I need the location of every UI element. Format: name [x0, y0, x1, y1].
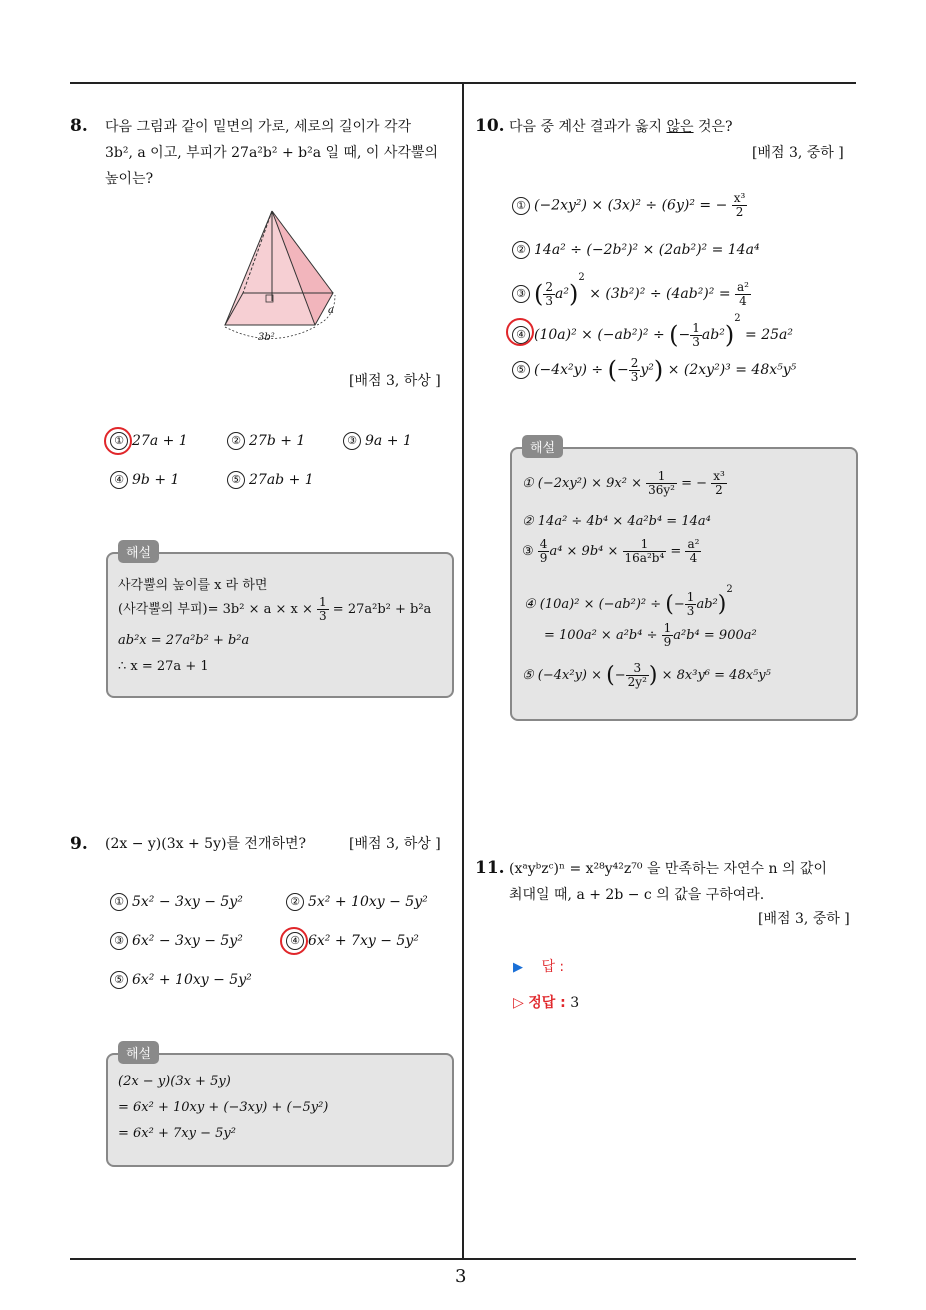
q10-solution-label: 해설	[522, 435, 563, 458]
q8-solution-label: 해설	[118, 540, 159, 563]
q8-sol-frac: $\frac{1}{3}$	[319, 595, 327, 623]
q8-opt5-text: 27ab + 1	[249, 472, 314, 488]
q10-sol-l6-post: × 8x³y⁶ = 48x⁵y⁵	[661, 668, 771, 683]
q9-sol-line3: = 6x² + 7xy − 5y²	[118, 1126, 236, 1141]
q8-score: [배점 3, 하상 ]	[349, 373, 441, 389]
q9-option-2[interactable]	[286, 893, 428, 911]
q10-sol-l1-frac: $\frac{1}{\text{36y²}}$	[648, 469, 675, 497]
q10-opt3-frac: $\frac{\text{a²}}{4}$	[737, 279, 749, 308]
q11-score: [배점 3, 중하 ]	[758, 911, 850, 927]
q8-sol-line2-a: (사각뿔의 부피)= 3b² × a × x ×	[118, 602, 313, 617]
q10-option-1[interactable]	[512, 192, 747, 219]
q10-text	[509, 114, 733, 140]
q9-option-5[interactable]	[110, 971, 252, 989]
q9-sol-line1: (2x − y)(3x + 5y)	[118, 1074, 231, 1089]
q10-text-underline: 않은	[666, 119, 694, 135]
q8-option-3[interactable]	[343, 432, 412, 450]
q10-opt4-text: (10a)² × (−ab²)² ÷	[534, 327, 665, 343]
q10-option-4[interactable]: ④ (10a)² × (−ab²)² ÷ (− $\frac{1}{3}$ ab²)$^2$ = 25a²	[512, 313, 793, 349]
q8-opt2-text: 27b + 1	[249, 433, 306, 449]
q10-sol-l1-frac2: $\frac{\text{x³}}{2}$	[713, 469, 725, 497]
correct-arrow-icon: ▷	[513, 995, 524, 1011]
q10-option-2[interactable]	[512, 241, 760, 259]
q10-text-pre: 다음 중 계산 결과가 옳지	[509, 119, 667, 135]
q10-opt1-mark: ①	[512, 197, 530, 215]
q9-opt5-mark: ⑤	[110, 971, 128, 989]
q9-opt5-text: 6x² + 10xy − 5y²	[132, 972, 252, 988]
q10-opt5-text: (−4x²y) ÷	[534, 362, 604, 378]
q9-selected-circle	[280, 927, 308, 955]
q10-sol-l6-frac: $\frac{3}{\text{2y²}}$	[627, 661, 647, 689]
q8-opt1-text: 27a + 1	[132, 433, 188, 449]
q11-text-line2: 최대일 때, a + 2b − c 의 값을 구하여라.	[509, 887, 765, 903]
figure-label-base: 3b²	[258, 332, 275, 343]
q8-number: 8.	[70, 116, 88, 136]
q8-selected-circle	[104, 427, 132, 455]
q8-opt4-text: 9b + 1	[132, 472, 180, 488]
q8-opt1-mark: ①	[110, 432, 128, 450]
q10-sol-l3-frac1: $\frac{4}{9}$	[539, 537, 548, 565]
q10-sol-l4: ④ (10a)² × (−ab²)² ÷	[524, 597, 662, 612]
answer-arrow-icon: ▶	[513, 960, 523, 975]
q10-number: 10.	[475, 116, 505, 136]
q8-sol-line2	[118, 596, 431, 623]
q10-sol-line1	[522, 470, 727, 497]
q10-option-3[interactable]: ③ ( $\frac{2}{3}$ a²)$^2$ × (3b²)² ÷ (4ab²)² = $\frac{\text{a²}}{4}$	[512, 272, 751, 308]
column-divider	[462, 82, 464, 1260]
q10-opt4-paren-pre: −	[678, 327, 691, 343]
q10-sol-line3	[522, 538, 701, 565]
q10-opt4-exp: 2	[734, 313, 741, 324]
q9-opt4-text: 6x² + 7xy − 5y²	[308, 933, 419, 949]
q8-text-line1: 다음 그림과 같이 밑면의 가로, 세로의 길이가 각각	[105, 119, 412, 135]
q11-text-line1: (xᵃyᵇzᶜ)ⁿ = x²⁸y⁴²z⁷⁰ 을 만족하는 자연수 n 의 값이	[509, 861, 827, 877]
q8-sol-line4: ∴ x = 27a + 1	[118, 659, 209, 674]
pyramid-figure	[215, 205, 345, 350]
q11-correct-row	[513, 992, 579, 1012]
q10-sol-l6-pre2: −	[614, 668, 626, 683]
q10-opt3-mark: ③	[512, 285, 530, 303]
q10-opt2-mark: ②	[512, 241, 530, 259]
q10-opt1-frac: $\frac{\text{x³}}{2}$	[733, 191, 746, 219]
q10-sol-l1: ① (−2xy²) × 9x² ×	[522, 476, 642, 491]
q10-opt5-paren-pre: −	[617, 362, 629, 378]
q10-text-post: 것은?	[693, 119, 733, 135]
q10-sol-line2: ② 14a² ÷ 4b⁴ × 4a²b⁴ = 14a⁴	[522, 514, 711, 529]
q8-option-4[interactable]	[110, 471, 179, 489]
q9-opt3-text: 6x² − 3xy − 5y²	[132, 933, 243, 949]
q10-sol-line4: ④ (10a)² × (−ab²)² ÷ (− $\frac{1}{3}$ ab²)$^2$	[524, 584, 733, 618]
q9-number: 9.	[70, 834, 88, 854]
figure-label-side: a	[328, 305, 334, 316]
q10-sol-l4-frac: $\frac{1}{3}$	[686, 590, 695, 618]
q10-score: [배점 3, 중하 ]	[752, 145, 844, 161]
q10-sol-l3-pre: ③	[522, 544, 534, 559]
q9-opt3-mark: ③	[110, 932, 128, 950]
q10-selected-circle	[506, 318, 534, 346]
q8-opt3-text: 9a + 1	[365, 433, 412, 449]
q10-sol-l4-exp: 2	[726, 584, 733, 595]
q10-opt5-result: × (2xy²)³ = 48x⁵y⁵	[667, 362, 797, 378]
q8-sol-line2-b: = 27a²b² + b²a	[332, 602, 432, 617]
q9-opt1-text: 5x² − 3xy − 5y²	[132, 894, 243, 910]
q10-opt3-paren-frac: $\frac{2}{3}$	[545, 279, 554, 308]
q9-sol-line2: = 6x² + 10xy + (−3xy) + (−5y²)	[118, 1100, 329, 1115]
q10-opt4-result: = 25a²	[745, 327, 793, 343]
q9-option-3[interactable]	[110, 932, 243, 950]
q10-sol-l6-pre: ⑤ (−4x²y) ×	[522, 668, 603, 683]
q10-sol-l3-mid: a⁴ × 9b⁴ ×	[549, 544, 619, 559]
q10-sol-l5-pre: = 100a² × a²b⁴ ÷	[544, 628, 658, 643]
bottom-rule	[70, 1258, 856, 1260]
q10-opt3-paren-tail: a²	[555, 286, 569, 302]
q10-opt1-text: (−2xy²) × (3x)² ÷ (6y)² = −	[534, 197, 728, 214]
page-number: 3	[455, 1266, 467, 1287]
q9-opt2-text: 5x² + 10xy − 5y²	[308, 894, 428, 910]
q8-opt2-mark: ②	[227, 432, 245, 450]
q11-correct-label: 정답 :	[528, 995, 566, 1011]
q10-sol-line5	[544, 622, 757, 649]
q8-text-line2: 3b², a 이고, 부피가 27a²b² + b²a 일 때, 이 사각뿔의	[105, 145, 438, 161]
q10-opt3-exp: 2	[578, 272, 585, 283]
q10-opt4-paren-tail: ab²	[701, 327, 725, 343]
q11-correct-value: 3	[570, 995, 580, 1011]
q8-option-5[interactable]	[227, 471, 314, 489]
q8-text-line3: 높이는?	[105, 171, 154, 187]
q11-number: 11.	[475, 858, 505, 878]
q10-opt5-paren-frac: $\frac{2}{3}$	[630, 355, 639, 384]
q8-opt3-mark: ③	[343, 432, 361, 450]
q10-sol-l4-tail: ab²	[696, 597, 718, 612]
q10-sol-l3-frac3: $\frac{\text{a²}}{4}$	[687, 537, 700, 565]
q9-score: [배점 3, 하상 ]	[349, 836, 441, 852]
q10-sol-l5-post: a²b⁴ = 900a²	[673, 628, 757, 643]
q10-option-5[interactable]: ⑤ (−4x²y) ÷ (− $\frac{2}{3}$ y²) × (2xy²)³ = 48x⁵y⁵	[512, 356, 796, 384]
q10-sol-l3-eq: =	[670, 544, 682, 559]
q10-opt5-paren-tail: y²	[640, 362, 654, 378]
q11-answer-label: 답 :	[541, 959, 565, 975]
q8-sol-line1: 사각뿔의 높이를 x 라 하면	[118, 578, 268, 593]
q9-solution-label: 해설	[118, 1041, 159, 1064]
q8-opt4-mark: ④	[110, 471, 128, 489]
q10-sol-l5-frac: $\frac{1}{9}$	[663, 621, 672, 649]
q11-answer-row[interactable]	[513, 956, 564, 976]
q10-sol-l3-frac2: $\frac{1}{\text{16a²b⁴}}$	[624, 537, 665, 565]
q8-sol-line3: ab²x = 27a²b² + b²a	[118, 633, 250, 648]
q9-text: (2x − y)(3x + 5y)를 전개하면?	[105, 836, 307, 852]
q10-opt4-paren-frac: $\frac{1}{3}$	[692, 320, 700, 349]
q8-opt5-mark: ⑤	[227, 471, 245, 489]
q10-opt2-text: 14a² ÷ (−2b²)² × (2ab²)² = 14a⁴	[534, 242, 760, 258]
q9-opt1-mark: ①	[110, 893, 128, 911]
q9-opt4-mark: ④	[286, 932, 304, 950]
q10-opt3-text: × (3b²)² ÷ (4ab²)² =	[589, 286, 731, 302]
q9-option-1[interactable]	[110, 893, 243, 911]
q8-option-2[interactable]	[227, 432, 305, 450]
q10-opt4-mark: ④	[512, 326, 530, 344]
q10-opt5-mark: ⑤	[512, 361, 530, 379]
q10-sol-l4-pre: −	[673, 597, 685, 612]
q10-sol-l1-mid: = −	[681, 476, 708, 491]
q10-sol-line6: ⑤ (−4x²y) × (− $\frac{3}{\text{2y²}}$ ) × 8x³y⁶ = 48x⁵y⁵	[522, 661, 771, 689]
q9-opt2-mark: ②	[286, 893, 304, 911]
